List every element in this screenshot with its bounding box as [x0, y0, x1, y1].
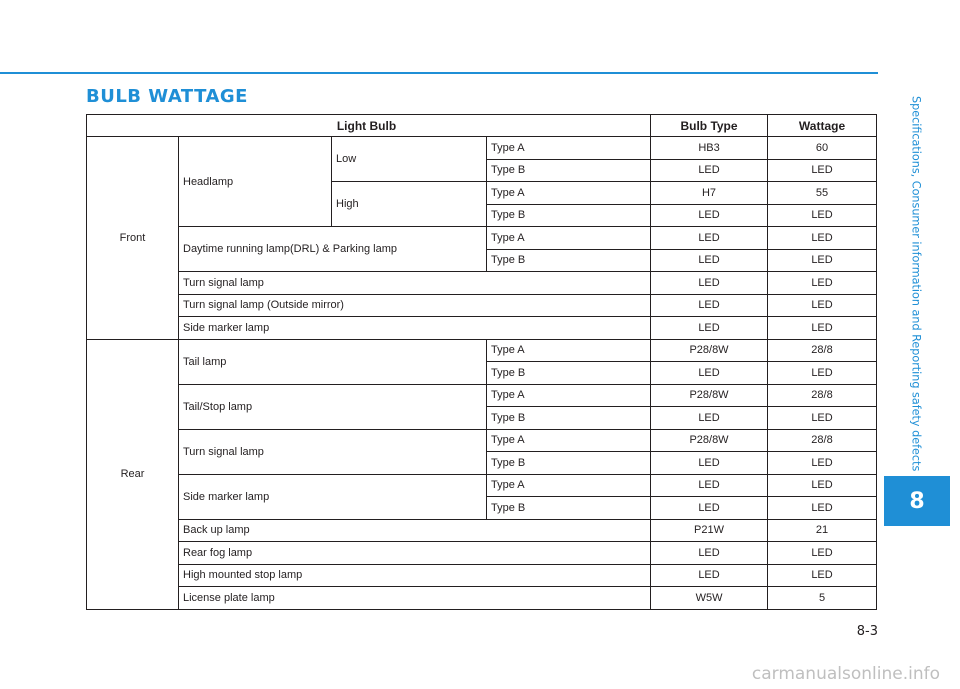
wattage-cell: LED: [768, 497, 877, 520]
bulb-type-cell: LED: [651, 317, 768, 340]
wattage-cell: 60: [768, 137, 877, 160]
table-row: [87, 384, 877, 407]
table-row: [87, 587, 877, 610]
type-cell: Type B: [487, 497, 651, 520]
bulb-type-cell: HB3: [651, 137, 768, 160]
bulb-wattage-table: [86, 114, 877, 610]
table-row: [87, 137, 877, 160]
type-cell: Type A: [487, 474, 651, 497]
wattage-cell: LED: [768, 474, 877, 497]
lamp-license-plate: License plate lamp: [179, 587, 651, 610]
table-header-row: [87, 115, 877, 137]
lamp-front-side-marker: Side marker lamp: [179, 317, 651, 340]
bulb-type-cell: W5W: [651, 587, 768, 610]
header-light-bulb: Light Bulb: [87, 115, 651, 137]
bulb-type-cell: LED: [651, 159, 768, 182]
type-cell: Type B: [487, 249, 651, 272]
header-bulb-type: Bulb Type: [651, 115, 768, 137]
group-front: Front: [87, 137, 179, 340]
type-cell: Type A: [487, 429, 651, 452]
bulb-type-cell: P28/8W: [651, 429, 768, 452]
watermark-text: carmanualsonline.info: [751, 664, 940, 684]
lamp-tail-stop: Tail/Stop lamp: [179, 384, 487, 429]
wattage-cell: 55: [768, 182, 877, 205]
lamp-rear-turn-signal: Turn signal lamp: [179, 429, 487, 474]
bulb-type-cell: LED: [651, 204, 768, 227]
lamp-back-up: Back up lamp: [179, 519, 651, 542]
type-cell: Type B: [487, 204, 651, 227]
table-row: [87, 519, 877, 542]
top-rule: [0, 72, 878, 74]
table-row: [87, 339, 877, 362]
wattage-cell: LED: [768, 204, 877, 227]
wattage-cell: LED: [768, 362, 877, 385]
type-cell: Type A: [487, 182, 651, 205]
wattage-cell: LED: [768, 317, 877, 340]
bulb-type-cell: LED: [651, 474, 768, 497]
lamp-headlamp: Headlamp: [179, 137, 332, 227]
wattage-cell: LED: [768, 407, 877, 430]
page-number: 8-3: [856, 624, 878, 639]
wattage-cell: LED: [768, 294, 877, 317]
bulb-type-cell: LED: [651, 294, 768, 317]
table-row: [87, 474, 877, 497]
bulb-type-cell: LED: [651, 564, 768, 587]
table-row: [87, 429, 877, 452]
type-cell: Type A: [487, 384, 651, 407]
chapter-tab[interactable]: 8: [884, 476, 950, 526]
type-cell: Type A: [487, 339, 651, 362]
lamp-front-turn-signal: Turn signal lamp: [179, 272, 651, 295]
table-row: [87, 272, 877, 295]
bulb-type-cell: LED: [651, 362, 768, 385]
bulb-type-cell: LED: [651, 249, 768, 272]
wattage-cell: LED: [768, 249, 877, 272]
bulb-type-cell: P28/8W: [651, 339, 768, 362]
bulb-type-cell: P28/8W: [651, 384, 768, 407]
wattage-cell: 21: [768, 519, 877, 542]
type-cell: Type B: [487, 452, 651, 475]
wattage-cell: 5: [768, 587, 877, 610]
wattage-cell: LED: [768, 159, 877, 182]
header-wattage: Wattage: [768, 115, 877, 137]
beam-low: Low: [332, 137, 487, 182]
page-title: BULB WATTAGE: [86, 86, 248, 107]
beam-high: High: [332, 182, 487, 227]
table-row: [87, 564, 877, 587]
lamp-tail: Tail lamp: [179, 339, 487, 384]
lamp-rear-side-marker: Side marker lamp: [179, 474, 487, 519]
table-row: [87, 542, 877, 565]
wattage-cell: LED: [768, 272, 877, 295]
bulb-type-cell: LED: [651, 497, 768, 520]
bulb-type-cell: H7: [651, 182, 768, 205]
type-cell: Type B: [487, 362, 651, 385]
table-row: [87, 294, 877, 317]
lamp-drl-parking: Daytime running lamp(DRL) & Parking lamp: [179, 227, 487, 272]
table-row: [87, 227, 877, 250]
type-cell: Type A: [487, 227, 651, 250]
bulb-type-cell: LED: [651, 227, 768, 250]
wattage-cell: LED: [768, 542, 877, 565]
bulb-type-cell: P21W: [651, 519, 768, 542]
chapter-side-label: [905, 86, 927, 482]
wattage-cell: 28/8: [768, 429, 877, 452]
type-cell: Type A: [487, 137, 651, 160]
wattage-cell: LED: [768, 227, 877, 250]
bulb-type-cell: LED: [651, 542, 768, 565]
wattage-cell: 28/8: [768, 339, 877, 362]
wattage-cell: LED: [768, 564, 877, 587]
chapter-side-label-text: Specifications, Consumer information and Reporting safety defects: [909, 96, 923, 472]
bulb-type-cell: LED: [651, 272, 768, 295]
lamp-rear-fog: Rear fog lamp: [179, 542, 651, 565]
lamp-turn-signal-mirror: Turn signal lamp (Outside mirror): [179, 294, 651, 317]
wattage-cell: LED: [768, 452, 877, 475]
wattage-cell: 28/8: [768, 384, 877, 407]
bulb-type-cell: LED: [651, 452, 768, 475]
bulb-type-cell: LED: [651, 407, 768, 430]
type-cell: Type B: [487, 159, 651, 182]
table-row: [87, 317, 877, 340]
type-cell: Type B: [487, 407, 651, 430]
group-rear: Rear: [87, 339, 179, 609]
lamp-high-mounted-stop: High mounted stop lamp: [179, 564, 651, 587]
